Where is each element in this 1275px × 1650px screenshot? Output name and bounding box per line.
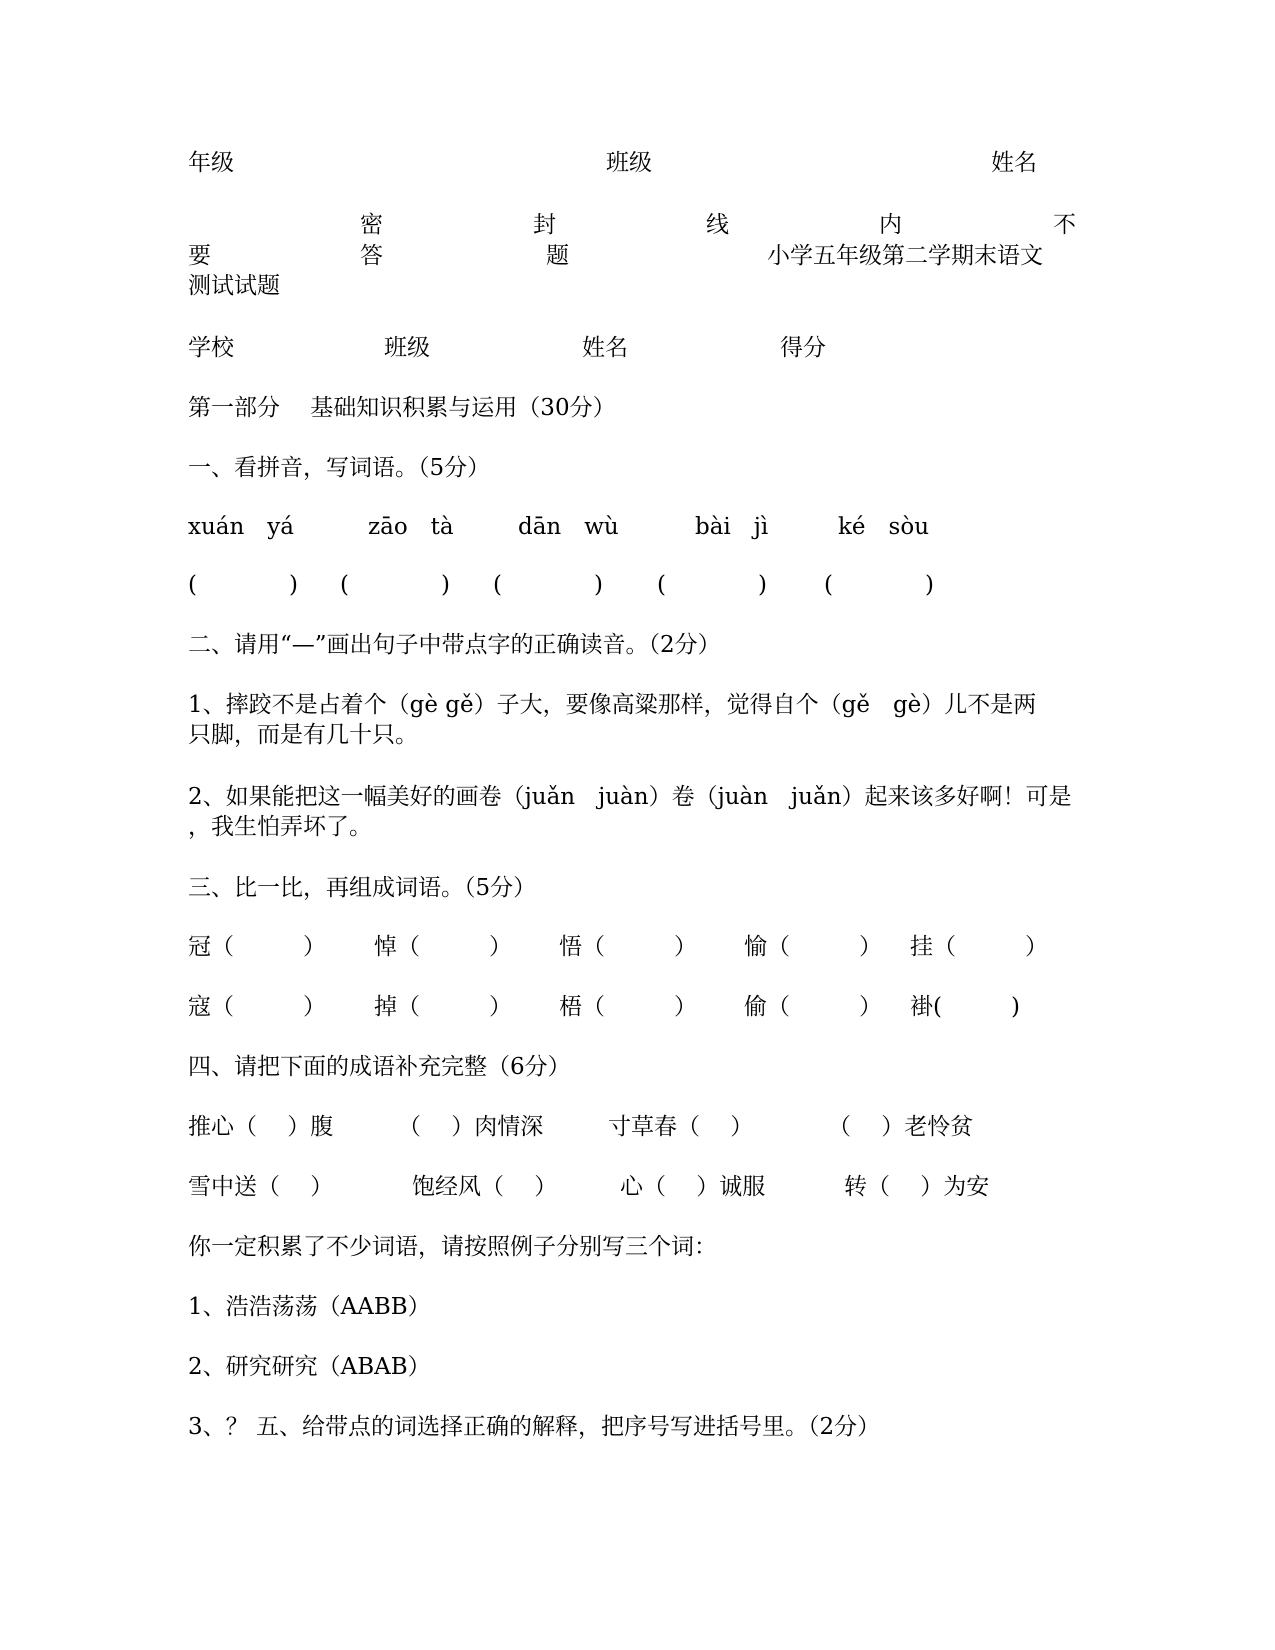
school-label: 学校 [188,335,234,361]
idiom-item: 饱经风（ ） [412,1174,558,1200]
name-label-2: 姓名 [582,335,628,361]
q2-heading: 二、请用“—”画出句子中带点字的正确读音。（2分） [188,632,721,658]
answer-blank: ( ) [824,572,934,598]
idiom-item: （ ）肉情深 [398,1114,544,1140]
q2-sentence2-cont: ，我生怕弄坏了。 [188,814,372,840]
compare-item: 偷（ ） [744,994,882,1020]
idiom-item: 雪中送（ ） [188,1174,334,1200]
answer-blank: ( ) [340,572,450,598]
exam-title: 小学五年级第二学期末语文 [767,243,1043,269]
name-label: 姓名 [991,150,1037,176]
seal-char: 密 [360,212,383,238]
seal-char: 不 [1053,212,1076,238]
idiom-item: 转（ ）为安 [844,1174,990,1200]
seal-char: 内 [879,212,902,238]
compare-item: 梧（ ） [559,994,697,1020]
pinyin-item: dān wù [518,514,619,540]
compare-item: 冠（ ） [188,934,326,960]
class-label-2: 班级 [384,335,430,361]
part1-heading: 第一部分 基础知识积累与运用（30分） [188,395,616,421]
q2-sentence1-cont: 只脚，而是有几十只。 [188,722,418,748]
word-accumulation-intro: 你一定积累了不少词语，请按照例子分别写三个词： [188,1234,717,1260]
idiom-item: （ ）老怜贫 [828,1114,974,1140]
answer-blank: ( ) [188,572,298,598]
compare-item: 寇（ ） [188,994,326,1020]
seal-char: 要 [188,243,211,269]
compare-item: 褂( ) [910,994,1020,1020]
seal-char: 题 [546,243,569,269]
grade-label: 年级 [188,150,234,176]
compare-item: 悟（ ） [559,934,697,960]
pinyin-item: bài jì [695,514,769,540]
word-pattern-item: 3、？ 五、给带点的词选择正确的解释，把序号写进括号里。（2分） [188,1414,881,1440]
pinyin-item: xuán yá [188,514,295,540]
q4-heading: 四、请把下面的成语补充完整（6分） [188,1054,571,1080]
compare-item: 悼（ ） [374,934,512,960]
q2-sentence2: 2、如果能把这一幅美好的画卷（juǎn juàn）卷（juàn juǎn）起来该多好啊！可是 [188,784,1072,810]
pinyin-item: zāo tà [368,514,454,540]
seal-char: 线 [706,212,729,238]
seal-char: 封 [533,212,556,238]
class-label: 班级 [606,150,652,176]
compare-item: 掉（ ） [374,994,512,1020]
answer-blank: ( ) [493,572,603,598]
pinyin-item: ké sòu [838,514,930,540]
word-pattern-item: 1、浩浩荡荡（AABB） [188,1294,431,1320]
compare-item: 愉（ ） [744,934,882,960]
q1-heading: 一、看拼音，写词语。（5分） [188,455,491,481]
seal-char: 答 [360,243,383,269]
idiom-item: 寸草春（ ） [608,1114,754,1140]
q2-sentence1: 1、摔跤不是占着个（gè gě）子大，要像高粱那样，觉得自个（gě gè）儿不是两 [188,692,1037,718]
word-pattern-item: 2、研究研究（ABAB） [188,1354,431,1380]
score-label: 得分 [780,335,826,361]
idiom-item: 心（ ）诚服 [620,1174,766,1200]
answer-blank: ( ) [657,572,767,598]
compare-item: 挂（ ） [910,934,1048,960]
exam-title-cont: 测试试题 [188,273,280,299]
idiom-item: 推心（ ）腹 [188,1114,334,1140]
q3-heading: 三、比一比，再组成词语。（5分） [188,875,537,901]
